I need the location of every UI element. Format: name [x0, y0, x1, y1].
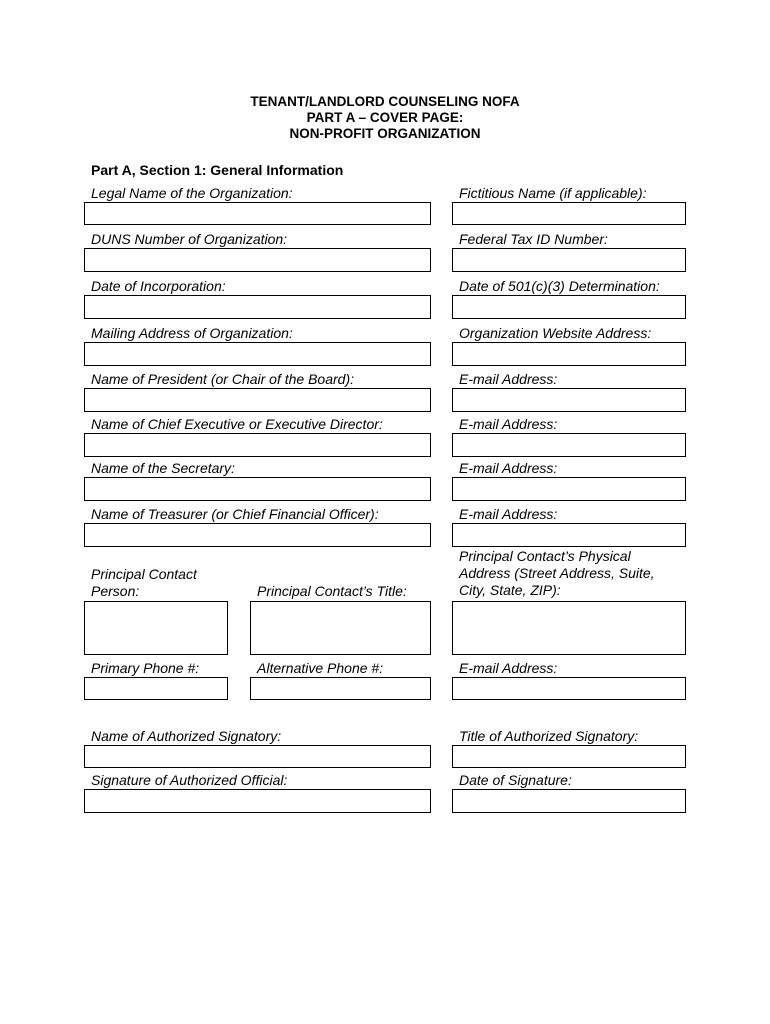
federal-tax-id-field[interactable] — [452, 248, 686, 272]
contact-email-field[interactable] — [452, 677, 686, 700]
president-name-field[interactable] — [84, 388, 431, 412]
president-name-label: Name of President (or Chair of the Board): — [91, 371, 355, 387]
section-heading: Part A, Section 1: General Information — [91, 162, 344, 178]
ceo-name-field[interactable] — [84, 433, 431, 457]
legal-name-label: Legal Name of the Organization: — [91, 185, 293, 201]
federal-tax-id-label: Federal Tax ID Number: — [459, 231, 608, 247]
website-field[interactable] — [452, 342, 686, 366]
mailing-address-field[interactable] — [84, 342, 431, 366]
signature-date-field[interactable] — [452, 789, 686, 813]
contact-address-field[interactable] — [452, 601, 686, 655]
signature-date-label: Date of Signature: — [459, 772, 572, 788]
ceo-email-field[interactable] — [452, 433, 686, 457]
contact-address-label-line1: Principal Contact’s Physical — [459, 548, 631, 564]
ceo-name-label: Name of Chief Executive or Executive Director: — [91, 416, 383, 432]
signature-label: Signature of Authorized Official: — [91, 772, 288, 788]
duns-field[interactable] — [84, 248, 431, 272]
signature-field[interactable] — [84, 789, 431, 813]
fictitious-name-field[interactable] — [452, 202, 686, 225]
alt-phone-field[interactable] — [250, 677, 431, 700]
contact-title-label: Principal Contact’s Title: — [257, 583, 407, 599]
title-line-2: PART A – COVER PAGE: — [306, 110, 464, 125]
contact-address-label-line3: City, State, ZIP): — [459, 582, 561, 598]
alt-phone-label: Alternative Phone #: — [257, 660, 384, 676]
date-incorporation-field[interactable] — [84, 295, 431, 319]
treasurer-email-label: E-mail Address: — [459, 506, 558, 522]
president-email-field[interactable] — [452, 388, 686, 412]
president-email-label: E-mail Address: — [459, 371, 558, 387]
signatory-name-field[interactable] — [84, 745, 431, 768]
fictitious-name-label: Fictitious Name (if applicable): — [459, 185, 647, 201]
contact-person-field[interactable] — [84, 601, 228, 655]
title-line-3: NON-PROFIT ORGANIZATION — [289, 126, 481, 141]
signatory-title-label: Title of Authorized Signatory: — [459, 728, 639, 744]
mailing-address-label: Mailing Address of Organization: — [91, 325, 293, 341]
treasurer-name-field[interactable] — [84, 523, 431, 547]
contact-title-field[interactable] — [250, 601, 431, 655]
secretary-name-field[interactable] — [84, 477, 431, 501]
date-501c3-field[interactable] — [452, 295, 686, 319]
primary-phone-field[interactable] — [84, 677, 228, 700]
date-incorporation-label: Date of Incorporation: — [91, 278, 226, 294]
contact-person-label — [91, 566, 197, 600]
ceo-email-label: E-mail Address: — [459, 416, 558, 432]
secretary-name-label: Name of the Secretary: — [91, 460, 235, 476]
contact-person-label-line2: Person: — [91, 583, 140, 599]
title-line-1: TENANT/LANDLORD COUNSELING NOFA — [250, 94, 520, 109]
duns-label: DUNS Number of Organization: — [91, 231, 288, 247]
secretary-email-field[interactable] — [452, 477, 686, 501]
treasurer-email-field[interactable] — [452, 523, 686, 547]
contact-person-label-line1: Principal Contact — [91, 566, 197, 582]
contact-address-label-line2: Address (Street Address, Suite, — [459, 565, 655, 581]
website-label: Organization Website Address: — [459, 325, 652, 341]
treasurer-name-label: Name of Treasurer (or Chief Financial Officer): — [91, 506, 379, 522]
secretary-email-label: E-mail Address: — [459, 460, 558, 476]
contact-address-label — [459, 548, 655, 599]
signatory-title-field[interactable] — [452, 745, 686, 768]
primary-phone-label: Primary Phone #: — [91, 660, 200, 676]
legal-name-field[interactable] — [84, 202, 431, 225]
contact-email-label: E-mail Address: — [459, 660, 558, 676]
signatory-name-label: Name of Authorized Signatory: — [91, 728, 282, 744]
date-501c3-label: Date of 501(c)(3) Determination: — [459, 278, 660, 294]
document-title — [0, 94, 770, 142]
